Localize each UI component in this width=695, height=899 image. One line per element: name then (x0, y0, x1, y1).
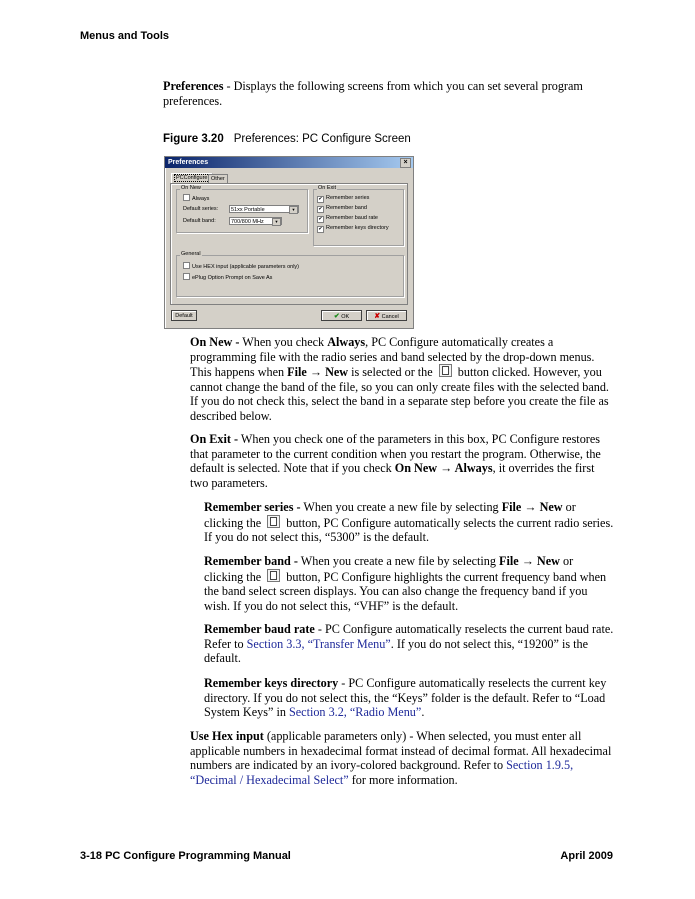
band-label: Default band: (183, 218, 216, 224)
remember-keys-paragraph (204, 676, 614, 720)
decimal-hex-link[interactable]: Section 1.9.5, “Decimal / Hexadecimal Select” (190, 758, 574, 787)
text: When you check one of the parameters in this box, PC Configure restores that parameter to the current condition when you restart the program. Otherwise, the default is selected. Note that if you check (190, 432, 601, 476)
remember-baud-paragraph (204, 622, 614, 666)
figure-title: Preferences: PC Configure Screen (233, 133, 411, 145)
text: - PC Configure automatically reselects the current baud rate. Refer to (204, 622, 614, 651)
series-value: 51xx Portable (231, 207, 265, 213)
ok-label: OK (341, 314, 350, 320)
remember-baud-checkbox[interactable] (317, 215, 378, 223)
cancel-button[interactable] (366, 310, 407, 321)
remember-baud-label: Remember baud rate (326, 215, 378, 221)
use-hex-box[interactable] (183, 262, 190, 269)
preferences-intro (163, 79, 613, 108)
tab-other[interactable]: Other (208, 174, 228, 184)
text: , it overrides the first two parameters. (190, 461, 595, 490)
text: (applicable parameters only) - (263, 729, 417, 743)
text: or clicking the (204, 500, 576, 530)
transfer-menu-link[interactable]: Section 3.3, “Transfer Menu” (246, 636, 391, 651)
check-icon[interactable]: ✔ (318, 226, 323, 232)
text: , PC Configure automatically creates a programming file with the radio series and band selected by the drop-down menus. This happens when (190, 335, 595, 380)
running-header: Menus and Tools (80, 30, 170, 42)
always-checkbox[interactable] (183, 194, 209, 203)
on-new-paragraph (190, 335, 614, 424)
text: is selected or the (348, 365, 436, 380)
use-hex-checkbox[interactable] (183, 262, 299, 271)
footer-date: April 2009 (560, 850, 613, 862)
cancel-label: Cancel (381, 314, 399, 320)
remember-series-checkbox[interactable] (317, 195, 369, 203)
text: button clicked. However, you cannot change the band of the file, so you can only create files with the selected band. If you do not check this, select the band in a separate step before you create the file as described below. (190, 365, 609, 423)
on-exit-term: On Exit - (190, 432, 239, 446)
new-file-icon (439, 364, 452, 377)
default-button[interactable]: Default (171, 310, 197, 321)
file-new-term: File → New (499, 554, 560, 568)
on-new-title: On New (181, 185, 201, 191)
remember-series-label: Remember series (326, 195, 370, 201)
check-icon: ✔ (333, 313, 340, 320)
text: When you create a new file by selecting (300, 500, 502, 514)
remember-keys-checkbox[interactable] (317, 225, 389, 233)
text: for more information. (348, 772, 458, 787)
eplug-checkbox[interactable] (183, 273, 272, 282)
general-title: General (181, 251, 201, 257)
text: When you check (239, 335, 328, 349)
close-icon[interactable]: × (400, 158, 411, 168)
dialog-title-bar (165, 157, 413, 168)
eplug-box[interactable] (183, 273, 190, 280)
remember-keys-term: Remember keys directory (204, 676, 339, 690)
always-box[interactable] (183, 194, 190, 201)
file-new-term: File → New (287, 365, 349, 380)
footer-page: 3-18 PC Configure Programming Manual (80, 850, 291, 862)
figure-caption (163, 133, 411, 145)
text: When selected, you must enter all applicable numbers in hexadecimal format instead of decimal format. All hexadecimal numbers are indicated by an ivory-colored background. Refer to (190, 729, 612, 773)
chevron-down-icon[interactable]: ▼ (289, 206, 298, 214)
radio-menu-link[interactable]: Section 3.2, “Radio Menu” (288, 705, 422, 720)
remember-band-paragraph (204, 554, 614, 613)
general-group (176, 251, 404, 297)
band-select[interactable] (229, 217, 282, 225)
remember-band-label: Remember band (326, 205, 367, 211)
use-hex-term: Use Hex input (190, 729, 264, 743)
tab-pcconfigure-label: PCConfigure (176, 175, 208, 181)
remember-keys-label: Remember keys directory (326, 225, 389, 231)
file-new-term: File → New (501, 500, 563, 514)
use-hex-label: Use HEX input (applicable parameters only) (192, 264, 299, 270)
remember-baud-term: Remember baud rate (204, 622, 315, 636)
tab-panel (170, 183, 408, 305)
figure-number: Figure 3.20 (163, 133, 224, 145)
eplug-label: ePlug Option Prompt on Save As (192, 275, 273, 281)
text: - PC Configure automatically reselects the current key directory. If you do not select this, the “Keys” folder is the default. Refer to “Load System Keys” in (204, 676, 607, 720)
remember-series-term: Remember series - (204, 500, 301, 514)
on-exit-paragraph (190, 432, 614, 490)
text: button, PC Configure automatically selects the current radio series. If you do not select this, “5300” is the default. (204, 515, 614, 545)
new-file-icon (267, 515, 280, 528)
text: When you create a new file by selecting (297, 554, 500, 568)
on-new-group (176, 185, 308, 233)
preferences-text: - Displays the following screens from which you can set several program preferences. (163, 79, 583, 108)
remember-band-checkbox[interactable] (317, 205, 367, 213)
on-exit-title: On Exit (318, 185, 337, 191)
series-label: Default series: (183, 206, 219, 212)
ok-button[interactable] (321, 310, 362, 321)
text: or clicking the (204, 554, 574, 584)
preferences-dialog (164, 156, 414, 329)
close-icon: ✘ (374, 313, 381, 320)
check-icon[interactable]: ✔ (318, 206, 323, 212)
text: button, PC Configure highlights the current frequency band when the band select screen displays. You can also change the frequency band if you wish. If you do not select this, “VHF” is the default. (204, 569, 607, 613)
series-select[interactable] (229, 205, 299, 213)
new-file-icon (267, 569, 280, 582)
dialog-title: Preferences (168, 159, 209, 166)
preferences-term: Preferences (163, 79, 224, 93)
on-new-term: On New - (190, 335, 240, 349)
text: . If you do not select this, “19200” is the default. (204, 636, 589, 666)
always-term: Always (327, 335, 366, 349)
chevron-down-icon[interactable]: ▼ (272, 218, 281, 226)
always-label: Always (192, 196, 210, 202)
text: . (421, 705, 425, 720)
check-icon[interactable]: ✔ (318, 216, 323, 222)
on-new-always-term: On New → Always (394, 461, 493, 476)
use-hex-paragraph (190, 729, 614, 787)
remember-series-paragraph (204, 500, 614, 545)
on-exit-group (313, 185, 404, 246)
band-value: 700/800 MHz (231, 219, 264, 225)
check-icon[interactable]: ✔ (318, 196, 323, 202)
remember-band-term: Remember band - (204, 554, 298, 568)
